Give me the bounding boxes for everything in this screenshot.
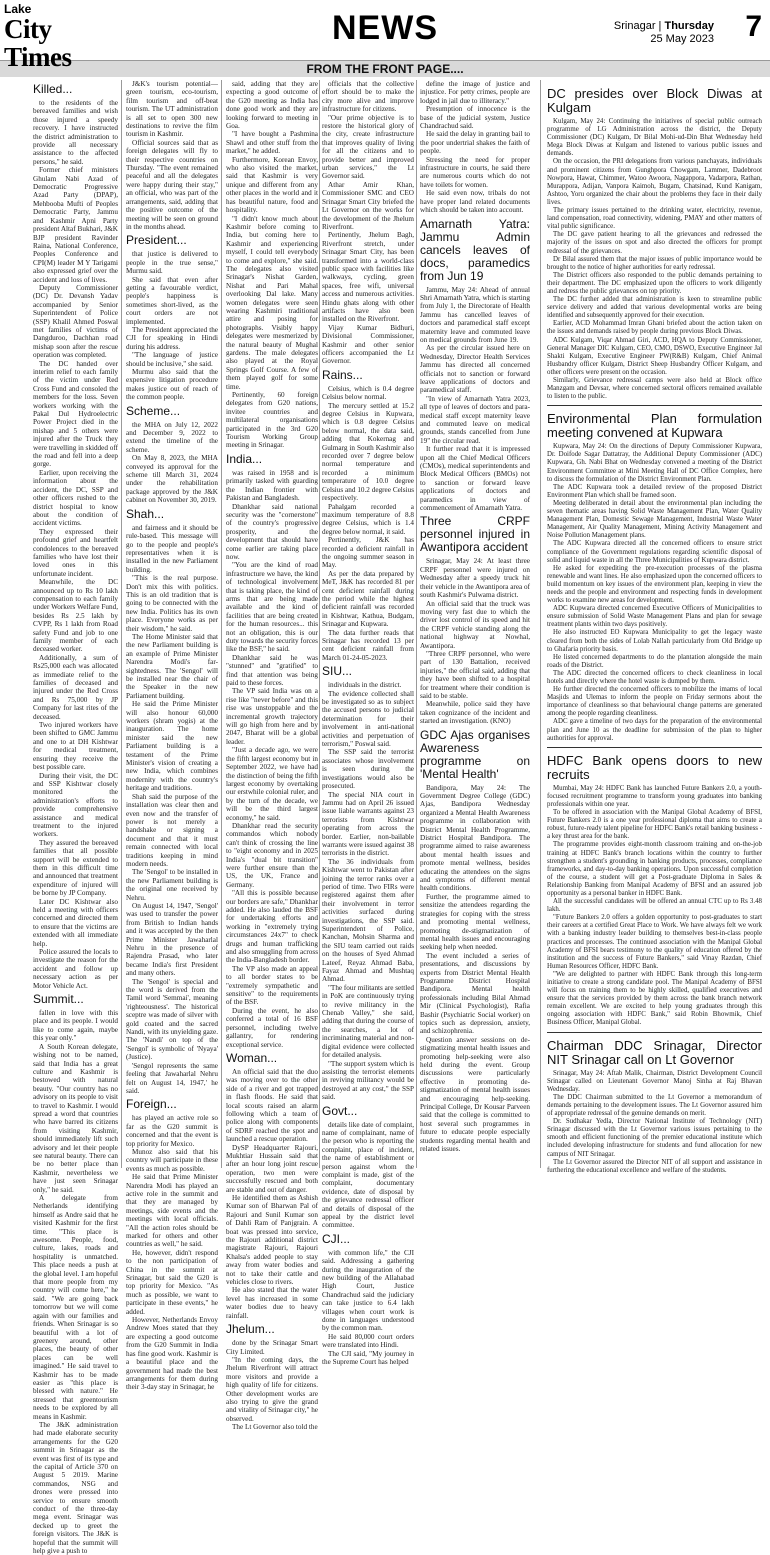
paragraph: He, however, didn't respond to the non participation of China in the summit at Srinagar, but said the G20 is top priority for Mexico. "As much as possible, we want to participate in these events," he added. bbox=[126, 1248, 218, 1316]
paragraph: The Lt Governor assured the Director NIT of all support and assistance in furthering the educational excellence and welfare of the students. bbox=[547, 1158, 762, 1174]
paragraph: However, Netherlands Envoy Andrew Moes stated that they are expecting a good outcome from the G20 Summit in India has fine good work. Kashmir is a beautiful place and the government had made the best arrangements for them during their 3-day stay in Srinagar, he bbox=[126, 1316, 218, 1392]
paragraph: "All this is possible because our borders are safe," Dhankhar added. He also lauded the BSF for undertaking efforts and working in "extremely trying circumstances 24x7" to check drugs and human trafficking and also smuggling from across the India-Bangladesh border. bbox=[226, 889, 318, 965]
paragraph: The ADC Kupwara directed all the concerned officers to ensure strict compliance of the Government regulations regarding scientific disposal of solid and liquid waste in all the Three Municipalities of Kupwara district. bbox=[547, 540, 762, 564]
paragraph: The J&K administration had made elaborate security arrangements for the G20 summit in Srinagar as the event was first of its type and the capital of Article 370 on August 5 2019. Marine commandos, NSG and drones were pressed into service to ensure smooth conduct of the three-day mega event. Srinagar was decked up to greet the foreign visitors. The J&K is hopeful that the summit will help give a push to bbox=[33, 1420, 118, 1555]
paragraph: The District officers also responded to the public demands pertaining to their department. The DC emphasized upon the officers to work diligently and redress the public grievances on top priority. bbox=[547, 271, 762, 295]
paragraph: officials that the collective effort should be to make the city more alive and improve infrastructure for citizens. bbox=[322, 80, 414, 114]
paragraph: that justice is delivered to people in the true sense," Murmu said. bbox=[126, 250, 218, 276]
paragraph: Dhankhar read the security commandos which nobody can't think of crossing the line to "eight economy and in 2025 India's "dual bit transition" were further ensure than the US, the UK, France and Germany. bbox=[226, 821, 318, 889]
headline-jhelum: Jhelum... bbox=[226, 1322, 275, 1337]
headline-crpf: Three CRPF personnel injured in Awantipora accident bbox=[420, 514, 530, 555]
paragraph: The ADC Kupwara took a detailed review of the proposed District Environment Plan which shall be framed soon. bbox=[547, 483, 762, 499]
paragraph: "In view of Amarnath Yatra 2023, all type of leaves of doctors and para-medical staff except maternity leave and commuted leave on medical grounds, stands cancelled from June 19" the circular read. bbox=[420, 394, 530, 445]
paragraph: A South Korean delegate, wishing not to be named, said that India has a great culture and Kashmir is bestowed with natural beauty. "Our country has no advisory on its people to visit to travel to Kashmir. I would spread a word that countries who have barred its citizens from visiting Kashmir, should immediately lift such advisory and let their people see natural beauty. There can be no better place than Kashmir, nevertheless we have just seen Srinagar only," he said. bbox=[33, 1042, 118, 1194]
paragraph: Official sources said that as foreign delegates will fly to their respective countries on Thursday. "The event remained peaceful and all the delegates were happy during their stay," an official, who was part of the arrangements, said, adding that the positive outcome of the meeting will be seen on ground in the months ahead. bbox=[126, 138, 218, 231]
paragraph: DySP Headquarter Rajouri, Mukhtiar Hussain said that after an hour long joint rescue operation, two men were successfully rescued and both are stable and out of danger. bbox=[226, 1143, 318, 1194]
paragraph: Meanwhile, police said they have taken cognizance of the incident and started an investigation. (KNO) bbox=[420, 700, 530, 726]
paragraph: The programme provides eight-month classroom training and on-the-job training at HDFC Bank's branch locations within the country to further strengthen a student's grounding in banking products, processes, compliance frameworks, and day-to-day banking operations. Upon successful completion of the course, a student will get a Post-graduate Diploma in Sales & Relationship Banking from Manipal Academy of BFSI and an assured job opportunity as a personal banker in HDFC Bank. bbox=[547, 841, 762, 897]
dateline: Srinagar | Thursday 25 May 2023 bbox=[613, 20, 714, 45]
paragraph: Jammu, May 24: Ahead of annual Shri Amarnath Yatra, which is starting from July 1, the Directorate of Health Jammu has cancelled leaves of doctors and paramedical staff except maternity leave and commuted leave on medical grounds from June 19. bbox=[420, 285, 530, 344]
story-gdc bbox=[420, 784, 530, 1154]
paragraph: To be offered in association with the Manipal Global Academy of BFSI, Future Bankers 2.0 is a one year professional diploma that aims to create a robust, future-ready talent pipeline for HDFC Bank's retail banking business - a key thrust area for the bank. bbox=[547, 809, 762, 841]
paragraph: He said that Prime Minister Narendra Modi has played an active role in the summit and that they are managed by meetings, side events and the meetings with local officials. "All the action roles should be marked for others and other countries as well," he said. bbox=[126, 1173, 218, 1249]
paragraph: The primary issues pertained to the drinking water, electricity, revenue, land compensation, road connectivity, widening, PMAY and other matters of vital public significance. bbox=[547, 207, 762, 231]
paragraph: and fairness and it should be rule-based. This message will go to the people and people's representatives when it is installed in the new Parliament building. bbox=[126, 523, 218, 574]
paragraph: He said 80,000 court orders were translated into Hindi. bbox=[322, 1332, 414, 1350]
paragraph: He asked for expediting the pre-execution processes of the plasma renewable and want lines. He also emphasized upon the concerned officers to build momentum on key issues of the environment plan, keeping in view the needs and the people and environment and respecting funds in development works to examine new areas for development. bbox=[547, 564, 762, 605]
column-1 bbox=[33, 80, 118, 1555]
paragraph: details like date of complaint, name of complainant, name of the person who is reporting the complaint, place of incident, the name of establishment or person against whom the complaint is made, gist of the complaint, documentary evidence, date of disposal by the grievance redressal officer and details of disposal of the appeal by the district level committee. bbox=[322, 1120, 414, 1230]
paragraph: Pertinently, Jhelum Bagh, Riverfront stretch, under Srinagar Smart City, has been transformed into a world-class public space with facilities like walkways, cycling, green spaces, free wifi, universal access and numerous activities. Hindu ghats along with other artifacts have also been installed on the Riverfront. bbox=[322, 231, 414, 324]
paragraph: The Lt Governor also told the bbox=[232, 1423, 318, 1432]
paragraph: with common life," the CJI said. Addressing a gathering during the inauguration of the new building of the Allahabad High Court, Justice Chandrachud said the judiciary can take justice to 6.4 lakh villages when court work is done in languages understood by the common man. bbox=[322, 1248, 414, 1333]
paragraph: "Our prime objective is to restore the historical glory of the city, create infrastructure that improves quality of living for all the citizens and to provide better and improved urban services," the Lt Governor said. bbox=[322, 113, 414, 181]
paragraph: The 'Sengol' to be installed in the new Parliament building is the original one received by Nehru. bbox=[126, 868, 218, 902]
story-tourism-continued bbox=[126, 80, 218, 231]
story-jhelum bbox=[226, 1339, 318, 1431]
paragraph: "Three CRPF personnel, who were part of 130 Battalion, received injuries," the official said, adding that they have been shifted to a hospital for treatment where their condition is said to be stable. bbox=[420, 649, 530, 700]
paragraph: The VP also made an appeal to all border states to be "extremely sympathetic and sensitive" to the requirements of the BSF. bbox=[226, 964, 318, 1007]
paragraph: He said the delay in granting bail to the poor undertrial shakes the faith of people. bbox=[420, 130, 530, 156]
logo-main-text: City Times bbox=[4, 14, 72, 72]
paragraph: The President appreciated the CJI for speaking in Hindi during his address. bbox=[126, 325, 218, 351]
headline-gdc: GDC Ajas organises Awareness programme on 'Mental Health' bbox=[420, 727, 530, 781]
headline-ddc-nit: Chairman DDC Srinagar, Director NIT Srinagar call on Lt Governor bbox=[547, 1037, 762, 1067]
paragraph: done by the Srinagar Smart City Limited. bbox=[226, 1339, 318, 1356]
story-siu bbox=[322, 681, 414, 1101]
paragraph: Stressing the need for proper infrastructure in courts, he said there are numerous courts which do not have toilets for women. bbox=[420, 155, 530, 189]
headline-govt: Govt... bbox=[322, 1103, 358, 1118]
dateline-date: 25 May 2023 bbox=[650, 33, 714, 45]
paragraph: "The support system which is assisting the terrorist elements in reviving militancy would be destroyed at any cost," the SSP said. bbox=[322, 1059, 414, 1102]
paragraph: Srinagar, May 24: Aftab Malik, Chairman, District Development Council Srinagar called on Lieutenant Governor Manoj Sinha at Raj Bhavan Wednesday. bbox=[547, 1069, 762, 1093]
paragraph: He further directed the concerned officers to mobilize the imams of local Masjids and Ulemas to inform the people on Friday sermons about the importance of cleanliness so that behavioural change patterns are generated among the people regarding cleanliness. bbox=[547, 686, 762, 718]
paragraph: Meanwhile, the DC announced up to Rs 10 lakh compensation to each family under Workers Welfare Fund, besides Rs 2.5 lakh by CVPP, Rs 1 lakh from Road safety Fund and job to one family member of each deceased worker. bbox=[33, 578, 118, 654]
page-number: 7 bbox=[745, 10, 762, 43]
paragraph: "I have bought a Pashmina Shawl and other stuff from the market," he added. bbox=[226, 130, 318, 156]
story-foreign-continued bbox=[226, 80, 318, 450]
story-hdfc bbox=[547, 747, 762, 1028]
paragraph: define the image of justice and injustice. For petty crimes, people are lodged in jail due to illiteracy." bbox=[420, 80, 530, 105]
paragraph: As per the circular issued here on Wednesday, Director Health Services Jammu has directed all concerned officials not to sanction or forward leave applications of doctors and paramedical staff. bbox=[420, 344, 530, 395]
column-4 bbox=[322, 80, 414, 1367]
story-crpf bbox=[420, 557, 530, 725]
story-govt bbox=[322, 1121, 414, 1230]
paragraph: Similarly, Grievance redressal camps were also held at Block office Manzgam and Devsar, where concerned sectoral officers remained available to listen to the public. bbox=[547, 377, 762, 401]
paragraph: He said the Prime Minister will also honour 60,000 workers (shram yogis) at the inauguration. The home minister said the new Parliament building is a testament of the Prime Minister's vision of creating a new India, which combines modernity with the country's heritage and traditions. bbox=[126, 700, 218, 793]
paragraph: On the occasion, the PRI delegations from various panchayats, individuals and prominent citizens from Gunghpora Chowgam, Lammer, Dadebroot Nowpora, Hawat, Chimmer, Watoo Awoora, Nagappora, Vadarpora, Rathan, Murappora, Adijan, Vanpora Kaimoh, Bugam, Chatsinad, Kund Kanigam, Ashtoo, Yoru organized the chair about the problems they face in their daily lives. bbox=[547, 158, 762, 206]
paragraph: On May 8, 2023, the MHA conveyed its approval for the scheme till March 31, 2024 under the rehabilitation package approved by the J&K cabinet on November 30, 2019. bbox=[126, 454, 218, 505]
story-ddc-nit-body bbox=[547, 1070, 762, 1175]
paragraph: Police assured the locals to investigate the reason for the accident and follow up necessary action as per Motor Vehicle Act. bbox=[33, 948, 118, 990]
paragraph: "The language of justice should be inclusive," she said. bbox=[126, 351, 218, 368]
story-cji-continued bbox=[420, 80, 530, 215]
paragraph: Former chief ministers Ghulam Nabi Azad of Democratic Progressive Azad Party (DPAP), Mehbooba Mufti of Peoples Democratic Party, Jammu and Kashmir Apni Party president Altaf Bukhari, J&K BJP president Ravinder Raina, National Conference, Peoples Conference and CPI(M) leader M Y Tarigami also expressed grief over the accident and loss of lives. bbox=[33, 166, 118, 284]
story-hdfc-body bbox=[547, 785, 762, 1028]
paragraph: ADC Kulgam, Viqar Ahmad Giri, ACD, HQA to Deputy Commissioner, General Manager DIC Kulgam, CEO, CMO, DSWO, Executive Engineer Jal Shakti Kulgam, Executive Engineer PW(R&B) Kulgam, Chief Animal Husbandry officer Kulgam, District Sheep Husbandry Officer Kulgam, and other officers were present on the occasion. bbox=[547, 336, 762, 376]
paragraph: On August 14, 1947, 'Sengol' was used to transfer the power from British to Indian hands and it was accepted by the then Prime Minister Jawaharlal Nehru in the presence of Rajendra Prasad, who later became India's first President and many others. bbox=[126, 901, 218, 978]
paragraph: said, adding that they are expecting a good outcome of the G20 meeting as India has done good work and they are looking forward to meeting in Goa. bbox=[226, 80, 318, 131]
paragraph: Srinagar, May 24: At least three CRPF personnel were injured on Wednesday after a speedy truck hit their vehicle in the Awantipora area of south Kashmir's Pulwama district. bbox=[420, 557, 530, 600]
paragraph: The special NIA court in Jammu had on April 26 issued issue liable warrants against 23 terrorists from Kishtwar operating from across the border. Earlier, non-bailable warrants were issued against 38 terrorists in the district. bbox=[322, 790, 414, 858]
paragraph: Bandipora, May 24: The Government Degree College (GDC) Ajas, Bandipora Wednesday organized a Mental Health Awareness programme in collaboration with District Mental Health Programme, District Hospital Bandipora. The programme aimed to raise awareness about mental health issues and promote mental wellness, besides educating the attendees on the signs and symptoms of different mental health conditions. bbox=[420, 783, 530, 893]
headline-block-diwas: DC presides over Block Diwas at Kulgam bbox=[547, 86, 762, 115]
paragraph: He also stated that the water level has increased in some water bodies due to heavy rainfall. bbox=[226, 1286, 318, 1320]
headline-amarnath: Amarnath Yatra: Jammu Admin cancels leaves of docs, paramedics from Jun 19 bbox=[420, 216, 530, 283]
paragraph: She said that even after getting a favourable verdict, people's happiness is sometimes short-lived, as the court orders are not implemented. bbox=[126, 275, 218, 326]
column-6 bbox=[547, 80, 762, 1174]
paragraph: Dhankhar said national security was the "cornerstone" of the country's progressive prosperity, and the development that should have come earlier are taking place now. bbox=[226, 502, 318, 561]
paragraph: The Home Minister said that the new Parliament building is an example of Prime Minister Narendra Modi's far-sightedness. The 'Sengol' will be installed near the chair of the Speaker in the new Parliament building. bbox=[126, 632, 218, 700]
paragraph: Furthermore, Korean Envoy, who also visited the market, said that Kashmir is very unique and different from any other places in the world and it has beautiful nature, food and hospitality. bbox=[226, 155, 318, 215]
paragraph: Two injured workers have been shifted to GMC Jammu and one to at DH Kishtwar for medical treatment, ensuring they receive the best possible care. bbox=[33, 721, 118, 772]
story-ddc-nit bbox=[547, 1032, 762, 1175]
story-amarnath bbox=[420, 286, 530, 513]
paragraph: He listed concerned departments to do the plantation alongside the main roads of the District. bbox=[547, 653, 762, 669]
headline-foreign: Foreign... bbox=[126, 1097, 177, 1112]
paragraph: Question answer sessions on de-stigmatizing mental health issues and promoting help-seeking were also held during the event. Group discussions were particularly effective in promoting de-stigmatization of mental health issues and encouraging help-seeking. Principal College, Dr Kousar Parveen said that the college is committed to host several such programmes in future to educate people especially students regarding mental health and related issues. bbox=[420, 1035, 530, 1154]
paragraph: Dr Bilal assured them that the major issues of public importance would be brought to the notice of higher authorities for early redressal. bbox=[547, 255, 762, 271]
columns bbox=[0, 80, 770, 1555]
paragraph: Pertinently, 60 foreign delegates from G20 nations, invitee countries and multilateral organisations participated in the 3rd G20 Tourism Working Group meeting in Srinagar. bbox=[226, 391, 318, 450]
paragraph: The DC further added that administration is keen to streamline public service delivery and added that various developmental works are being identified and subsequently approved for their execution. bbox=[547, 296, 762, 320]
headline-cji: CJI... bbox=[322, 1231, 351, 1246]
logo-top-text: Lake bbox=[4, 2, 32, 16]
paragraph: Kupwara, May 24: On the directions of Deputy Commissioner Kupwara, Dr. Doifode Sagar Dattatray, the Additional Deputy Commissioner (ADC) Kupwara, Gh. Nabi Bhat on Wednesday convened a meeting of the District Environment Committee at Mini Meeting Hall of DC Office Complex, here to discuss the formulation of the District Environment Plan. bbox=[547, 443, 762, 483]
story-block-diwas-body bbox=[547, 118, 762, 401]
paragraph: The 'Sengol' is special and the word is derived from the Tamil word 'Semmai', meaning 'righteousness'. The historical sceptre was made of silver with gold coated and the sacred Nandi, with its unyielding gaze. The 'Nandi' on top of the 'Sengol' is symbolic of 'Nyaya' (Justice). bbox=[126, 977, 218, 1062]
paragraph: "You are the kind of road infrastructure we have, the kind of technological involvement that is taking place, the kind of arms that are being made available and the kind of facilities that are being created for the human resources... this not an obligation, this is our duty towards the security forces like the BSF," he said. bbox=[226, 561, 318, 654]
story-rains bbox=[322, 385, 414, 662]
paragraph: Earlier, ACD Mohammad Imran Ghani briefed about the action taken on the issues and demands raised by people during previous Block Diwas. bbox=[547, 320, 762, 336]
paragraph: Dr. Sudhakar Yedla, Director National Institute of Technology (NIT) Srinagar discussed with the Lt Governor various issues pertaining to the smooth and efficient functioning of the premier educational institute which included developing infrastructure for students and fund allocation for new campus of NIT Srinagar. bbox=[547, 1118, 762, 1158]
column-2 bbox=[126, 80, 218, 1392]
column-3 bbox=[226, 80, 318, 1432]
paragraph: Kulgam, May 24: Continuing the initiatives of special public outreach programme of LG Administration across the district, the Deputy Commissioner (DC) Kulgam, Dr Bilal Mohi-ud-Din Bhat Wednesday held Mega Block Diwas at Kulgam and listened to various public issues and demands. bbox=[547, 118, 762, 158]
paragraph: was raised in 1958 and is primarily tasked with guarding the Indian frontier with Pakistan and Bangladesh. bbox=[226, 468, 318, 503]
column-5 bbox=[420, 80, 530, 1168]
paragraph: The ADC directed the concerned officers to check cleanliness in local hotels and directly where the hotel waste is dumped by them. bbox=[547, 669, 762, 685]
paragraph: Additionally, a sum of Rs25,000 each was allocated as immediate relief to the families of deceased and injured under the Red Cross and Rs 75,000 by JP Company for last rites of the deceased. bbox=[33, 653, 118, 721]
story-environment-plan-body bbox=[547, 443, 762, 742]
paragraph: "We are delighted to partner with HDFC Bank through this long-term initiative to create a strong candidate pool. The Manipal Academy of BFSI will focus on training them to be highly skilled, qualified executives and ensure that the services provided by them across the bank branch network remain excellent. We are excited to help young graduates through this ongoing association with HDFC Bank," said Robin Bhowmik, Chief Business Officer, Manipal Global. bbox=[547, 970, 762, 1027]
paragraph: He said even now, tribals do not have proper land related documents which should be taken into account. bbox=[420, 189, 530, 215]
headline-scheme: Scheme... bbox=[126, 403, 181, 418]
headline-siu: SIU... bbox=[322, 664, 353, 679]
dateline-city: Srinagar bbox=[613, 20, 656, 32]
paragraph: Further, the programme aimed to sensitize the attendees regarding the strategies for coping with the stress and promoting mental wellness, promoting de-stigmatization of mental health issues and encouraging seeking help when needed. bbox=[420, 892, 530, 952]
column-divider bbox=[319, 80, 320, 1168]
story-president bbox=[126, 250, 218, 401]
paragraph: fallen in love with this place and its people. I would like to come again, maybe this year only." bbox=[33, 1009, 118, 1043]
paragraph: The DC gave patient hearing to all the grievances and redressed the majority of the issues on spot and also directed the officers for prompt redressal of the grievances. bbox=[547, 231, 762, 255]
story-block-diwas bbox=[547, 80, 762, 401]
paragraph: the MHA on July 12, 2022 and December 9, 2022 to extend the timeline of the scheme. bbox=[126, 420, 218, 454]
paragraph: Pertinently, J&K has recorded a deficient rainfall in the ongoing summer season in May. bbox=[322, 536, 414, 570]
paragraph: The data further reads that Srinagar has recorded 13 per cent deficient rainfall from March 01-24-05-2023. bbox=[322, 628, 414, 662]
story-jhelum-continued bbox=[322, 80, 414, 366]
paragraph: ADC gave a timeline of two days for the preparation of the environmental plan and June 10 as the deadline for submission of the plan to higher authorities for approval. bbox=[547, 718, 762, 742]
paragraph: has played an active role so far as the G20 summit is concerned and that the event is top priority for Mexico. bbox=[126, 1114, 218, 1148]
headline-killed: Killed... bbox=[33, 82, 73, 96]
headline-shah: Shah... bbox=[126, 506, 165, 521]
paragraph: As per the data prepared by MeT, J&K has recorded 81 per cent deficient rainfall during the period while the highest deficient rainfall was recorded in Kishtwar, Kathua, Budgam, Srinagar and Kupwara. bbox=[322, 569, 414, 629]
paragraph: Shah said the purpose of the installation was clear then and even now and the transfer of power is not merely a handshake or signing a document and that it must remain connected with local traditions keeping in mind modern needs. bbox=[126, 792, 218, 868]
paragraph: 'Sengol represents the same feeling that Jawaharlal Nehru felt on August 14, 1947,' he said. bbox=[126, 1061, 218, 1095]
column-divider bbox=[221, 80, 222, 1168]
column-divider bbox=[121, 80, 122, 1168]
story-cji bbox=[322, 1249, 414, 1367]
paragraph: The VP said India was on a rise like "never before" and this rise was unstoppable and the incremental growth trajectory will go high from here and by 2047, Bharat will be a global leader. bbox=[226, 687, 318, 746]
paragraph: ADC Kupwara directed concerned Executive Officers of Municipalities to ensure submission of Solid Waste Management Plans and plan for sewage treatment plants within two days positively. bbox=[547, 605, 762, 629]
paragraph: Murmu also said that the expensive litigation procedure makes justice out of reach of the common people. bbox=[126, 368, 218, 402]
paragraph: Athar Amir Khan, Commissioner SMC and CEO Srinagar Smart City briefed the Lt Governor on the works for the development of the Jhelum Riverfront. bbox=[322, 180, 414, 231]
headline-rains: Rains... bbox=[322, 367, 363, 382]
paragraph: The SSP said the terrorist associates whose involvement is seen during the investigations would also be prosecuted. bbox=[322, 748, 414, 791]
paragraph: Meeting deliberated in detail about the environmental plan including the seven thematic areas having Solid Waste Management Plan, Water Quality Management Plan, Domestic Sewage Management, Industrial Waste Water Management, Air Quality Management, Mining Activity Management and Noise Pollution Management plans. bbox=[547, 499, 762, 540]
paragraph: During their visit, the DC and SSP Kishtwar closely monitored the administration's efforts to provide comprehensive assistance and medical treatment to the injured workers. bbox=[33, 771, 118, 839]
paragraph: An official said that the truck was moving very fast due to which the driver lost control of its speed and hit the CRPF vehicle standing along the national highway at Nowhal, Awantipora. bbox=[420, 599, 530, 650]
paragraph: Mumbai, May 24: HDFC Bank has launched Future Bankers 2.0, a youth-focused recruitment programme to transform young graduates into banking professionals within one year. bbox=[547, 784, 762, 808]
paragraph: "This is the real purpose. Don't mix this with politics. This is an old tradition that is going to be connected with the new India. Politics has its own place. Everyone works as per their wisdom," he said. bbox=[126, 574, 218, 633]
paragraph: The event included a series of presentations, and discussions by experts from District Mental Health Programme District Hospital Bandipora. Mental health professionals including Bilal Ahmad Mir (Clinical Psychologist), Rafia Bashir (Psychiatric Social worker) on topics such as depression, anxiety, and schizophrenia. bbox=[420, 951, 530, 1036]
paragraph: He also instructed EO Kupwara Municipality to get the legacy waste cleared from both the sides of Lolab Nallah particularly from Old Bridge up to Ghafaria priority basis. bbox=[547, 629, 762, 653]
paragraph: Dhankhar said he was "stunned" and "gratified" to find that attention was being paid to these forces. bbox=[226, 653, 318, 688]
story-summit bbox=[33, 1009, 118, 1555]
paragraph: They expressed their profound grief and heartfelt condolences to the bereaved families who have lost their loved ones in this unfortunate incident. bbox=[33, 527, 118, 578]
paragraph: The CJI said, "My journey in the Supreme Court has helped bbox=[322, 1349, 414, 1367]
headline-president: President... bbox=[126, 233, 187, 248]
paragraph: A delegate from Netherlands identifying himself as Andre said that he visited Kashmir for the first time. "This place is awesome. People, food, culture, lakes, roads and hospitality is unmatched. This place needs a push at the global level. I am hopeful that more people from my country will come here," he said. "We are going back tomorrow but we will come again with our families and friends. When Srinagar is so beautiful with a lot of greenery around, other places, the beauty of other places can be well imagined." He said travel to Kashmir has to be made easier as "this place is blessed with nature." He stressed that greentourism needs to be explored by all means in Kashmir. bbox=[33, 1194, 118, 1421]
paragraph: Presumption of innocence is the base of the judicial system, Justice Chandrachud said. bbox=[420, 105, 530, 131]
paragraph: Pahalgam recorded a maximum temperature of 8.8 degree Celsius, which is 1.4 degree below normal, it said. bbox=[322, 502, 414, 536]
paragraph: to the residents of the bereaved families and wish those injured a speedy recovery. I have instructed the district administration to provide all necessary assistance to the affected persons," he said. bbox=[33, 99, 118, 166]
headline-environment-plan: Environmental Plan formulation meeting convened at Kupwara bbox=[547, 411, 762, 441]
story-india bbox=[226, 469, 318, 1049]
paragraph: An official said that the duo was moving over to the other side of a river and got trapped in flash floods. He said that local scouts raised an alarm following which a team of police along with components of SDRF reached the spot and launched a rescue operation. bbox=[226, 1067, 318, 1144]
paragraph: The DC handed over interim relief to each family of the victim under Red Cross Fund and consoled the members for the loss. Seven workers working with the Pakal Dul Hydroelectric Power Project died in the mishap and 5 others were injured after the Truck they were travelling in skidded off the road and fell into a deep gorge. bbox=[33, 359, 118, 469]
headline-summit: Summit... bbox=[33, 992, 84, 1007]
paragraph: "Just a decade ago, we were the fifth largest economy but in September 2022, we have had the distinction of being the fifth largest economy by overtaking our erstwhile colonial ruler, and by the turn of the decade, we will be the third largest economy," he said. bbox=[226, 746, 318, 822]
paragraph: During the event, he also conferred a total of 16 BSF personnel, including twelve gallantry, for rendering exceptional service. bbox=[226, 1006, 318, 1049]
paragraph: He identified them as Ashish Kumar son of Bharwan Pal of Rajouri and Sunil Kumar son of Dahli Ram of Panjgrain. A boat was pressed into service, the Rajouri additional district magistrate Rajouri, Rajouri Khalsa's added people to stay away from water bodies and not to take their cattle and vehicles close to rivers. bbox=[226, 1194, 318, 1287]
paragraph: Vijay Kumar Bidhuri, Divisional Commissioner, Kashmir and other senior officers accompanied the Lt Governor. bbox=[322, 323, 414, 366]
story-foreign bbox=[126, 1114, 218, 1391]
paragraph: The DDC Chairman submitted to the Lt Governor a memorandum of demands pertaining to the development issues. The Lt Governor assured him of appropriate redressal of the genuine demands on merit. bbox=[547, 1093, 762, 1118]
column-divider bbox=[540, 80, 541, 1168]
dateline-day: Thursday bbox=[664, 20, 714, 32]
story-shah bbox=[126, 524, 218, 1096]
story-scheme bbox=[126, 421, 218, 505]
column-divider bbox=[416, 80, 417, 1168]
section-band: FROM THE FRONT PAGE.... bbox=[0, 61, 770, 77]
paragraph: "In the coming days, the Jhelum Riverfront will attract more visitors and provide a high quality of life for citizens. Other development works are also trying to give the grand and vitality of Srinagar city," he observed. bbox=[226, 1355, 318, 1423]
section-title: NEWS bbox=[332, 9, 438, 47]
headline-hdfc: HDFC Bank opens doors to new recruits bbox=[547, 752, 762, 782]
paragraph: individuals in the district. bbox=[328, 681, 402, 690]
paragraph: "I didn't know much about Kashmir before coming to India, but coming here to Kashmir and experiencing myself, I could tell everybody to come and explore," she said. The delegates also visited Srinagar's Nishat Garden, Nishat and Pari Mahal overlooking Dal lake. Many women delegates were seen wearing Kashmiri traditional attire and posing for photographs. Visibly happy delegates were mesmerized by the natural beauty of Mughal gardens. The male delegates also played at the Royal Springs Golf Course. A few of them played golf for some time. bbox=[226, 214, 318, 391]
paragraph: "The four militants are settled in PoK are continuously trying to revive militancy in the Chenab Valley," she said, adding that during the course of the searches, a lot of incriminating material and non-digital evidence were collected for detailed analysis. bbox=[322, 983, 414, 1060]
paragraph: It further read that it is impressed upon all the Chief Medical Officers (CMOs), medical superintendents and Block Medical Officers (BMOs) not to sanction or forward leave applications of doctors and paramedics in view of commencement of Amarnath Yatra. bbox=[420, 445, 530, 513]
paragraph: Celsius, which is 0.4 degree Celsius below normal. bbox=[322, 384, 414, 402]
paragraph: Later DC Kishtwar also held a meeting with officers concerned and directed them to ensure that the victims are extended with all immediate help. bbox=[33, 897, 118, 948]
paragraph: J&K's tourism potential—green tourism, eco-tourism, film tourism and off-beat tourism. The UT administration is all set to open 300 new destinations to revive the film tourism in Kashmir. bbox=[126, 80, 218, 139]
paragraph: Earlier, upon receiving the information about the accident, the DC, SSP and other officers rushed to the district hospital to know about the condition of accident victims. bbox=[33, 468, 118, 528]
story-killed bbox=[33, 99, 118, 990]
paragraph: The 36 individuals from Kishtwar went to Pakistan after joining the terror ranks over a period of time. Two FIRs were registered against them after their involvement in terror activities surfaced during investigations, the SSP said. Superintendent of Police, Kanchan, Mohsin Sharma and the SIU team carried out raids on the houses of Syed Ahmad Lateef, Reyaz Ahmad Baba, Fayaz Ahmad and Mushtaq Ahmad. bbox=[322, 857, 414, 984]
headline-woman: Woman... bbox=[226, 1050, 278, 1065]
headline-india: India... bbox=[226, 451, 263, 466]
story-environment-plan bbox=[547, 405, 762, 742]
paragraph: The mercury settled at 15.2 degree Celsius in Kupwara, which is 0.8 degree Celsius below normal, the data said, adding that Kokernag and Gulmarg in South Kashmir also recorded over 7 degree below normal temperature and recorded a minimum temperature of 10.0 degree Celsius and 10.2 degree Celsius respectively. bbox=[322, 401, 414, 503]
paragraph: Munoz also said that his country will participate in these events as much as possible. bbox=[126, 1147, 218, 1173]
paragraph: The evidence collected shall be investigated so as to subject the accused persons to judicial determination for their involvement in anti-national activities and perpetuation of terrorism," Poswal said. bbox=[322, 689, 414, 749]
paragraph: They assured the bereaved families that all possible support will be extended to them in this difficult time and announced that treatment expenditure of injured will be borne by JP Company. bbox=[33, 838, 118, 898]
paragraph: "Future Bankers 2.0 offers a golden opportunity to post-graduates to start their careers at a certified Great Place to Work. We have always felt we work with a banking industry leader building to themselves best-in-class people practices and processes. The continued association with the Manipal Global Academy of BFSI bears testimony to the quality of education offered by the institution and the success of Future Bankers," said Vinay Razdan, Chief Human Resources Officer, HDFC Bank. bbox=[547, 914, 762, 970]
paragraph: All the successful candidates will be offered an annual CTC up to Rs 3.48 lakh. bbox=[547, 898, 762, 914]
story-woman bbox=[226, 1068, 318, 1320]
paragraph: Deputy Commissioner (DC) Dr. Devansh Yadav accompanied by Senior Superintendent of Police (SSP) Khalil Ahmed Poswal met families of victims of Dangduroo, Dachhan road mishap soon after the rescue operation was completed. bbox=[33, 283, 118, 360]
